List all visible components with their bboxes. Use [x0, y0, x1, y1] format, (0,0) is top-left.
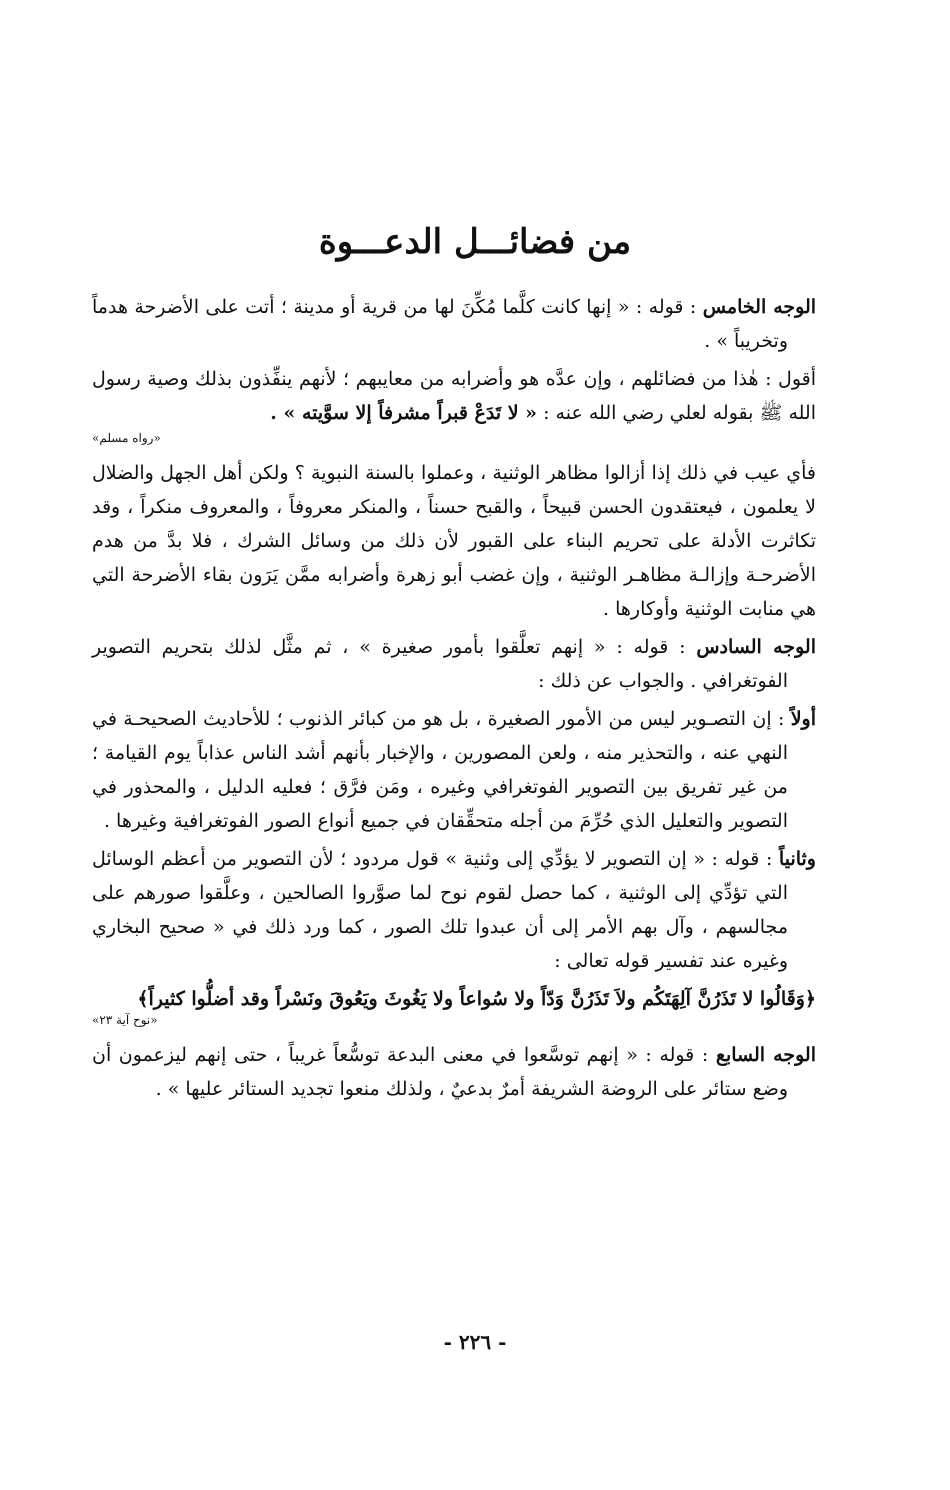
paragraph-lead: الوجه السابع — [715, 1044, 816, 1066]
paragraph-text: : قوله : « إنها كانت كلَّما مُكِّنَ لها من قرية أو مدينة ؛ أتت على الأضرحة هدماً وتخريباً » . — [92, 296, 788, 352]
paragraph-sixth-aspect — [92, 630, 816, 698]
paragraph-response — [92, 362, 816, 430]
verse-source: «نوح آية ٢٣» — [92, 1013, 158, 1027]
paragraph-lead: الوجه الخامس — [702, 296, 817, 318]
paragraph-lead: أولاً — [790, 708, 816, 730]
paragraph-argument — [92, 456, 816, 626]
paragraph-first-point — [92, 702, 816, 838]
paragraph-text: أقول : هٰذا من فضائلهم ، وإن عدَّه هو وأضرابه من معايبهم ؛ لأنهم ينفِّذون بذلك وصية رسول الله ﷺ بقوله لعلي رضي الله عنه : — [92, 368, 816, 424]
paragraph-second-point — [92, 842, 816, 978]
paragraph-text: : إن التصـوير ليس من الأمور الصغيرة ، بل هو من كبائر الذنوب ؛ للأحاديث الصحيحـة في النهي عنه ، والتحذير منه ، ولعن المصورين ، والإخبار بأنهم أشد الناس عذاباً يوم القيامة ؛ من غير تفريق بين التصوير الفوتغرافي وغيره ، ومَن فرَّق ؛ فعليه الدليل ، والمحذور في التصوير والتعليل الذي حُرِّمَ من أجله متحقِّقان في جميع أنواع الصور الفوتغرافية وغيرها . — [92, 708, 791, 832]
paragraph-seventh-aspect — [92, 1038, 816, 1106]
paragraph-text: : قوله : « إن التصوير لا يؤدِّي إلى وثنية » قول مردود ؛ لأن التصوير من أعظم الوسائل التي تؤدِّي إلى الوثنية ، كما حصل لقوم نوح لما صوَّروا الصالحين ، وعلَّقوا صورهم على مجالسهم ، وآل بهم الأمر إلى أن عبدوا تلك الصور ، كما ورد ذلك في « صحيح البخاري وغيره عند تفسير قوله تعالى : — [92, 848, 788, 972]
body-text — [92, 290, 816, 1110]
paragraph-text: فأي عيب في ذلك إذا أزالوا مظاهر الوثنية ، وعملوا بالسنة النبوية ؟ ولكن أهل الجهل والضلال لا يعلمون ، فيعتقدون الحسن قبيحاً ، والقبح حسناً ، والمنكر معروفاً ، والمعروف منكراً ، وقد تكاثرت الأدلة على تحريم البناء على القبور لأن ذلك من وسائل الشرك ، فلا بدَّ من هدم الأضرحـة وإزالـة مظاهـر الوثنية ، وإن غضب أبو زهرة وأضرابه ممَّن يَرَون بقاء الأضرحة التي هي منابت الوثنية وأوكارها . — [92, 462, 816, 620]
page-title: من فضائـــل الدعـــوة — [318, 222, 632, 262]
paragraph-lead: الوجه السادس — [696, 636, 816, 658]
paragraph-text: : قوله : « إنهم توسَّعوا في معنى البدعة توسُّعاً غريباً ، حتى إنهم ليزعمون أن وضع ستائر على الروضة الشريفة أمرٌ بدعيٌ ، ولذلك منعوا تجديد الستائر عليها » . — [92, 1044, 788, 1100]
paragraph-fifth-aspect — [92, 290, 816, 358]
page-number: - ٢٢٦ - — [443, 1330, 507, 1354]
paragraph-lead: وثانياً — [778, 848, 816, 870]
quran-verse: ﴿وَقَالُوا لا تَذَرُنَّ آلِهَتَكُم ولاَ تَذَرُنَّ وَدّاً ولا سُواعاً ولا يَغُوثَ ويَعُوقَ ونَسْراً وقد أضلُّوا كثيراً﴾ — [137, 988, 816, 1010]
hadith-quote: « لا تَدَعْ قبراً مشرفاً إلا سوَّيته » . — [270, 402, 538, 424]
hadith-source: «رواه مسلم» — [92, 431, 161, 445]
paragraph-text: : قوله : « إنهم تعلَّقوا بأمور صغيرة » ، ثم مثَّل لذلك بتحريم التصوير الفوتغرافي . والجواب عن ذلك : — [92, 636, 788, 692]
